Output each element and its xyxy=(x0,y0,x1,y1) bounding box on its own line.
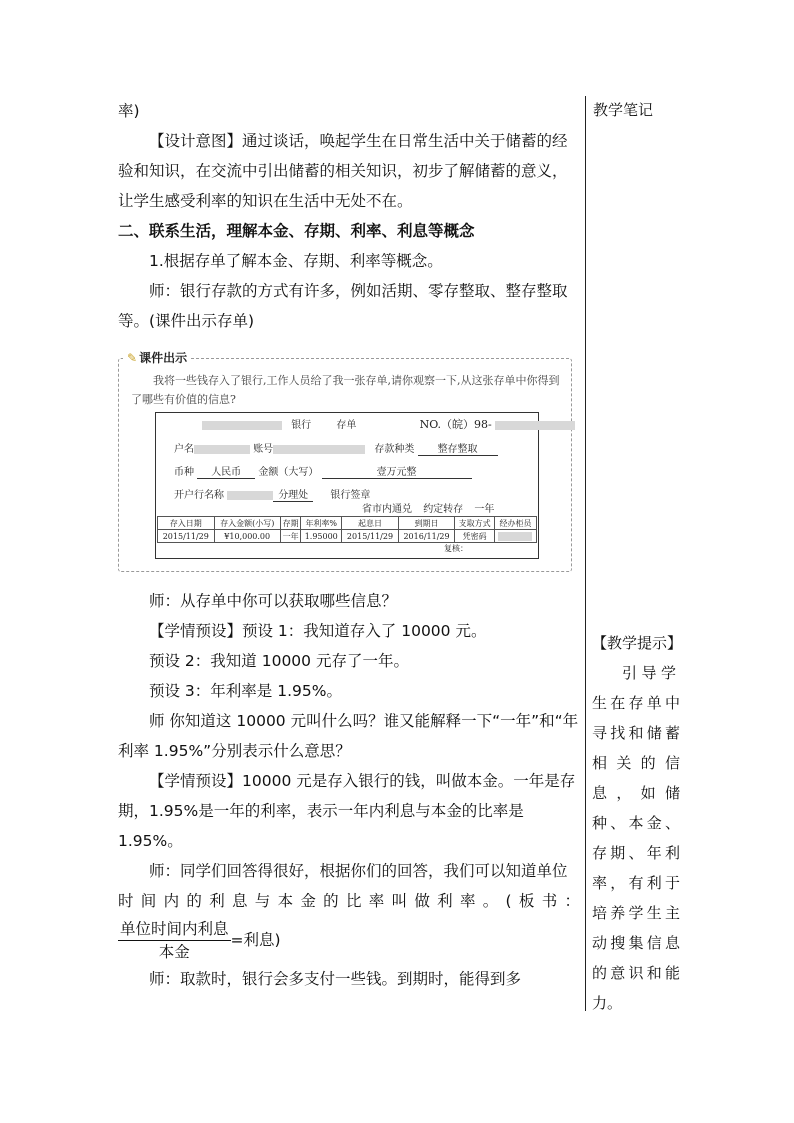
sidebar-title: 教学笔记 xyxy=(593,101,654,119)
cell: 一年 xyxy=(280,530,300,543)
label: 银行签章 xyxy=(330,490,371,501)
paragraph: 率) xyxy=(118,102,140,120)
fraction-denominator: 本金 xyxy=(158,943,190,961)
label: 币种 xyxy=(174,467,194,478)
cell: ¥10,000.00 xyxy=(214,530,280,543)
paragraph: 师 你知道这 10000 元叫什么吗？谁又能解释一下“一年”和“年利率 1.95%”分别表示什么意思？ xyxy=(118,712,579,760)
table-row xyxy=(158,530,537,543)
section-heading: 二、联系生活，理解本金、存期、利率、利息等概念 xyxy=(118,222,475,240)
header-cell: 起息日 xyxy=(342,517,399,530)
paragraph: 时间内的利息与本金的比率叫做利率。(板书： xyxy=(118,892,580,910)
cell xyxy=(494,530,536,543)
paragraph: 预设 3：年利率是 1.95%。 xyxy=(149,682,342,700)
pencil-icon: ✎ xyxy=(127,351,138,365)
cell: 2015/11/29 xyxy=(342,530,399,543)
slip-bank: 银行 xyxy=(291,420,312,431)
fraction xyxy=(118,918,231,963)
slip-row-account xyxy=(174,440,498,456)
header-cell: 年利率% xyxy=(301,517,342,530)
deposit-slip xyxy=(155,412,539,559)
label: 账号 xyxy=(253,444,274,455)
paragraph: 师：同学们回答得很好，根据你们的回答，我们可以知道单位 xyxy=(149,862,568,880)
header-cell: 存入金额(小写) xyxy=(214,517,280,530)
header-cell: 到期日 xyxy=(398,517,455,530)
slip-row-branch xyxy=(174,486,370,502)
courseware-tag-label: 课件出示 xyxy=(139,351,188,365)
tip-first-line: 引导学 xyxy=(622,664,680,682)
paragraph: 【学情预设】10000 元是存入银行的钱，叫做本金。一年是存期，1.95%是一年的利率，表示一年内利息与本金的比率是 1.95%。 xyxy=(118,772,576,850)
slip-row-terms xyxy=(362,500,494,515)
label: 省市内通兑 xyxy=(362,504,412,515)
column-divider xyxy=(585,96,586,1011)
label: 开户行名称 xyxy=(174,490,224,501)
paragraph: 师：银行存款的方式有许多，例如活期、零存整取、整存整取等。(课件出示存单) xyxy=(118,282,568,330)
value: 整存整取 xyxy=(418,440,498,456)
redacted xyxy=(227,491,273,500)
design-intent-paragraph: 【设计意图】通过谈话，唤起学生在日常生活中关于储蓄的经验和知识，在交流中引出储蓄的相关知识，初步了解储蓄的意义，让学生感受利率的知识在生活中无处不在。 xyxy=(118,132,568,210)
label: 一年 xyxy=(474,504,495,515)
label: 金额（大写） xyxy=(258,467,319,478)
redacted xyxy=(495,421,575,430)
redacted xyxy=(194,445,250,454)
paragraph: 预设 2：我知道 10000 元存了一年。 xyxy=(149,652,409,670)
tip-body xyxy=(592,658,680,1018)
paragraph: 1.根据存单了解本金、存期、利率等概念。 xyxy=(149,252,443,270)
value: 分理处 xyxy=(273,486,313,502)
cell: 1.95000 xyxy=(301,530,342,543)
header-cell: 支取方式 xyxy=(455,517,495,530)
cell: 2015/11/29 xyxy=(158,530,215,543)
courseware-tag xyxy=(123,349,191,366)
tip-title: 【教学提示】 xyxy=(592,634,683,652)
paragraph: 【学情预设】预设 1：我知道存入了 10000 元。 xyxy=(149,622,487,640)
review-label: 复核： xyxy=(444,544,468,553)
tip-rest: 生在存单中寻找和储蓄相关的信息，如储种、本金、存期、年利率，有利于培养学生主动搜集信息的意识和能力。 xyxy=(592,694,680,1012)
redacted xyxy=(273,445,365,454)
label: 存款种类 xyxy=(374,444,415,455)
cell: 凭密码 xyxy=(455,530,495,543)
value: 人民币 xyxy=(197,463,255,479)
slip-title: 存单 xyxy=(336,420,357,431)
cell: 2016/11/29 xyxy=(398,530,455,543)
table-header-row xyxy=(158,517,537,530)
courseware-text: 我将一些钱存入了银行,工作人员给了我一张存单,请你观察一下,从这张存单中你得到了哪些有价值的信息? xyxy=(131,374,560,406)
redacted xyxy=(202,421,282,430)
teaching-tip xyxy=(592,628,683,1018)
slip-header xyxy=(202,416,575,432)
fraction-numerator: 单位时间内利息 xyxy=(118,918,231,941)
slip-number: NO.（皖）98- xyxy=(419,418,492,431)
header-cell: 存入日期 xyxy=(158,517,215,530)
formula-line xyxy=(118,916,580,964)
label: 户名 xyxy=(174,444,194,455)
slip-table xyxy=(157,516,537,543)
paragraph: 师：取款时，银行会多支付一些钱。到期时，能得到多 xyxy=(149,970,522,988)
header-cell: 经办柜员 xyxy=(494,517,536,530)
formula-tail: =利息) xyxy=(230,931,281,949)
label: 约定转存 xyxy=(423,504,464,515)
header-cell: 存期 xyxy=(280,517,300,530)
redacted xyxy=(498,532,532,541)
value: 壹万元整 xyxy=(322,463,472,479)
slip-row-currency xyxy=(174,463,472,479)
courseware-box xyxy=(118,351,572,572)
paragraph: 师：从存单中你可以获取哪些信息？ xyxy=(149,592,398,610)
